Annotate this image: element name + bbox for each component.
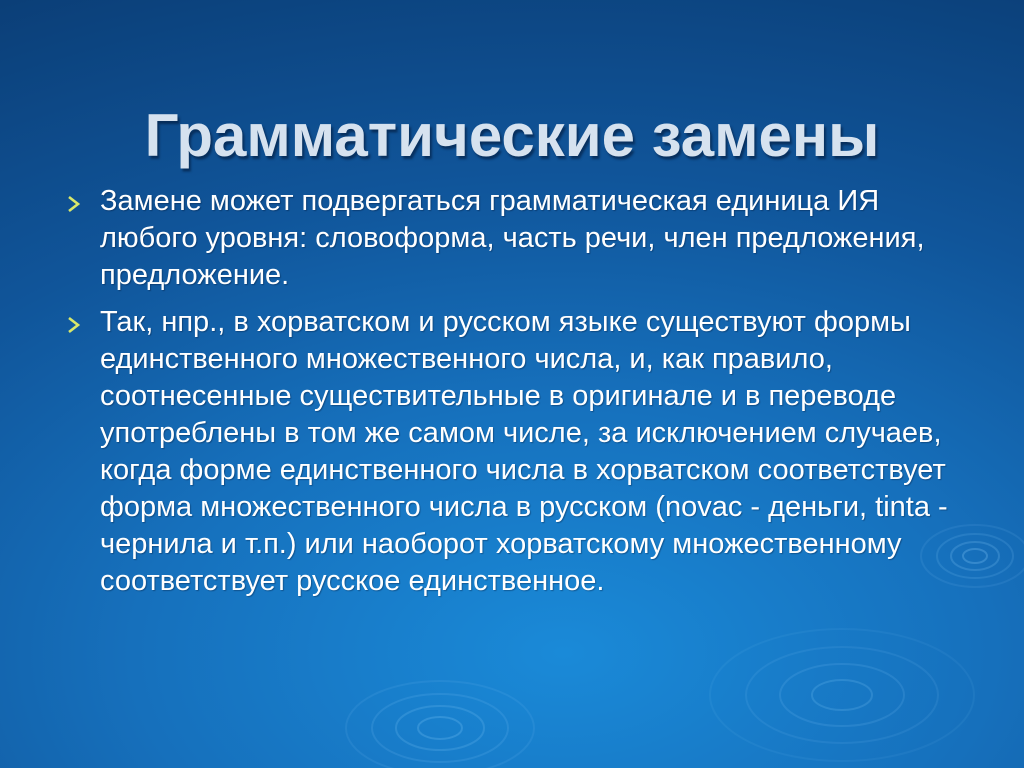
slide-title: Грамматические замены (144, 102, 880, 170)
bullet-item (62, 304, 974, 600)
bullet-text: Так, нпр., в хорватском и русском языке существуют формы единственного множественного числа, и, как правило, соотнесенные существительные в оригинале и в переводе употреблены в том же самом числе, за исключением случаев, когда форме единственного числа в хорватском соответствует форма множественного числа в русском (novac - деньги, tinta - чернила и т.п.) или наоборот хорватскому множественному соответствует русское единственное. (100, 306, 948, 597)
chevron-right-icon (65, 316, 83, 334)
chevron-right-icon (65, 195, 83, 213)
bullet-text: Замене может подвергаться грамматическая единица ИЯ любого уровня: словоформа, часть речи, член предложения, предложение. (100, 185, 925, 291)
bullet-item (62, 183, 974, 294)
bullet-list (62, 183, 974, 610)
